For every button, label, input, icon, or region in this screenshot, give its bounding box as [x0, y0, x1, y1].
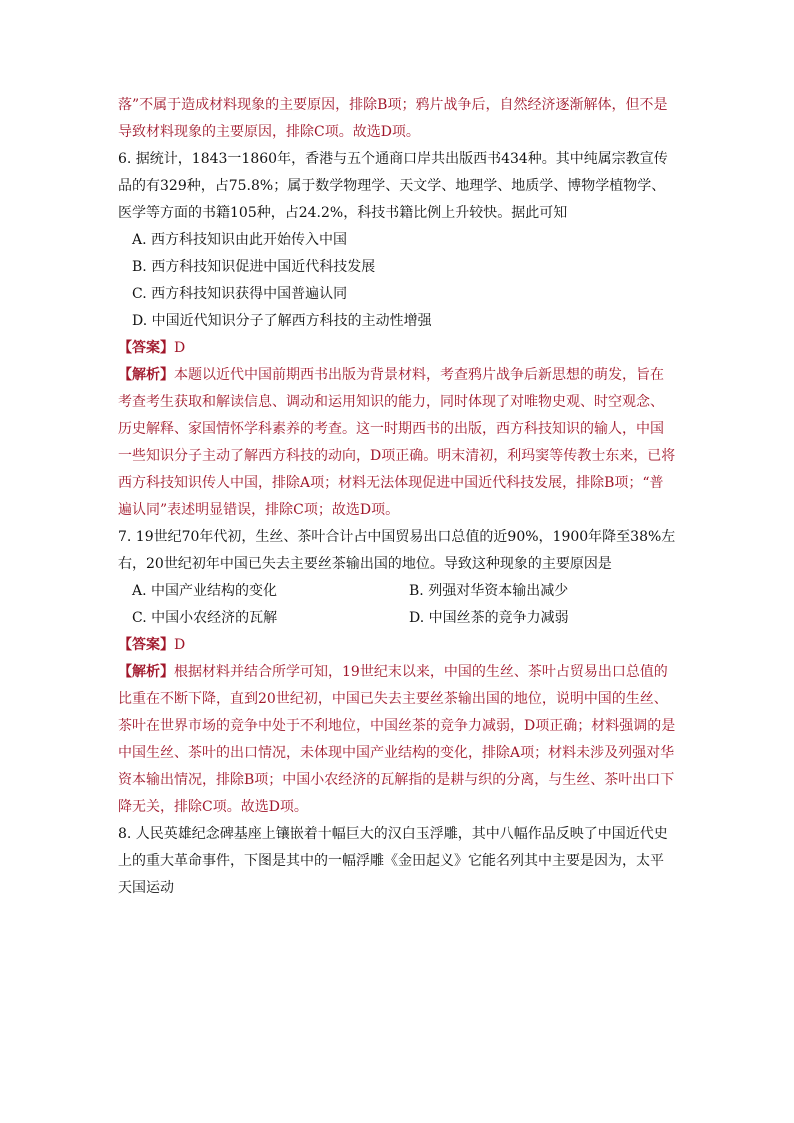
- question-6-option-d: D. 中国近代知识分子了解西方科技的主动性增强: [132, 313, 432, 329]
- question-6-option-c: C. 西方科技知识获得中国普遍认同: [132, 286, 348, 302]
- answer-label: 【答案】: [118, 340, 174, 356]
- answer-value: D: [174, 637, 186, 653]
- lead-analysis-continuation: 落”不属于造成材料现象的主要原因，排除B项；鸦片战争后，自然经济逐渐解体，但不是导致材料现象的主要原因，排除C项。故选D项。: [118, 97, 668, 140]
- question-6-stem: 6. 据统计，1843一1860年，香港与五个通商口岸共出版西书434种。其中纯属宗教宣传品的有329种，占75.8%；属于数学物理学、天文学、地理学、地质学、博物学植物学、医学等方面的书籍105种，占24.2%，科技书籍比例上升较快。据此可知: [118, 151, 668, 221]
- question-6-option-b: B. 西方科技知识促进中国近代科技发展: [132, 259, 376, 275]
- question-7: [118, 524, 676, 821]
- question-7-analysis: [118, 659, 676, 821]
- question-6-analysis: [118, 362, 676, 524]
- question-7-option-d: D. 中国丝茶的竞争力减弱: [409, 610, 569, 626]
- answer-label: 【答案】: [118, 637, 174, 653]
- question-7-option-c: C. 中国小农经济的瓦解: [132, 610, 278, 626]
- question-6-option-a: A. 西方科技知识由此开始传入中国: [132, 232, 348, 248]
- question-7-answer: [118, 632, 676, 659]
- analysis-text: 根据材料并结合所学可知，19世纪末以来，中国的生丝、茶叶占贸易出口总值的比重在不断下降，直到20世纪初，中国已失去主要丝茶输出国的地位，说明中国的生丝、茶叶在世界市场的竞争中处于不利地位，中国丝茶的竞争力减弱，D项正确；材料强调的是中国生丝、茶叶的出口情况，未体现中国产业结构的变化，排除A项；材料未涉及列强对华资本输出情况，排除B项；中国小农经济的瓦解指的是耕与织的分离，与生丝、茶叶出口下降无关，排除C项。故选D项。: [118, 664, 676, 815]
- question-7-options-row-1: [118, 578, 676, 605]
- question-8: [118, 821, 676, 902]
- question-7-options-row-2: [118, 605, 676, 632]
- analysis-label: 【解析】: [118, 367, 174, 383]
- question-6: [118, 146, 676, 524]
- answer-value: D: [174, 340, 186, 356]
- question-7-stem: 7. 19世纪70年代初，生丝、茶叶合计占中国贸易出口总值的近90%，1900年降至38%左右，20世纪初年中国已失去主要丝茶输出国的地位。导致这种现象的主要原因是: [118, 529, 676, 572]
- question-7-option-a: A. 中国产业结构的变化: [132, 583, 278, 599]
- analysis-label: 【解析】: [118, 664, 174, 680]
- question-8-stem: 8. 人民英雄纪念碑基座上镶嵌着十幅巨大的汉白玉浮雕，其中八幅作品反映了中国近代史上的重大革命事件，下图是其中的一幅浮雕《金田起义》它能名列其中主要是因为，太平天国运动: [118, 826, 668, 896]
- question-6-answer: [118, 335, 676, 362]
- analysis-text: 本题以近代中国前期西书出版为背景材料，考查鸦片战争后新思想的萌发，旨在考查考生获取和解读信息、调动和运用知识的能力，同时体现了对唯物史观、时空观念、历史解释、家国情怀学科素养的考查。这一时期西书的出版，西方科技知识的输人，中国一些知识分子主动了解西方科技的动向，D项正确。明末清初，利玛窦等传教士东来，已将西方科技知识传人中国，排除A项；材料无法体现促进中国近代科技发展，排除B项；“普遍认同”表述明显错误，排除C项；故选D项。: [118, 367, 676, 518]
- question-7-option-b: B. 列强对华资本输出减少: [409, 583, 569, 599]
